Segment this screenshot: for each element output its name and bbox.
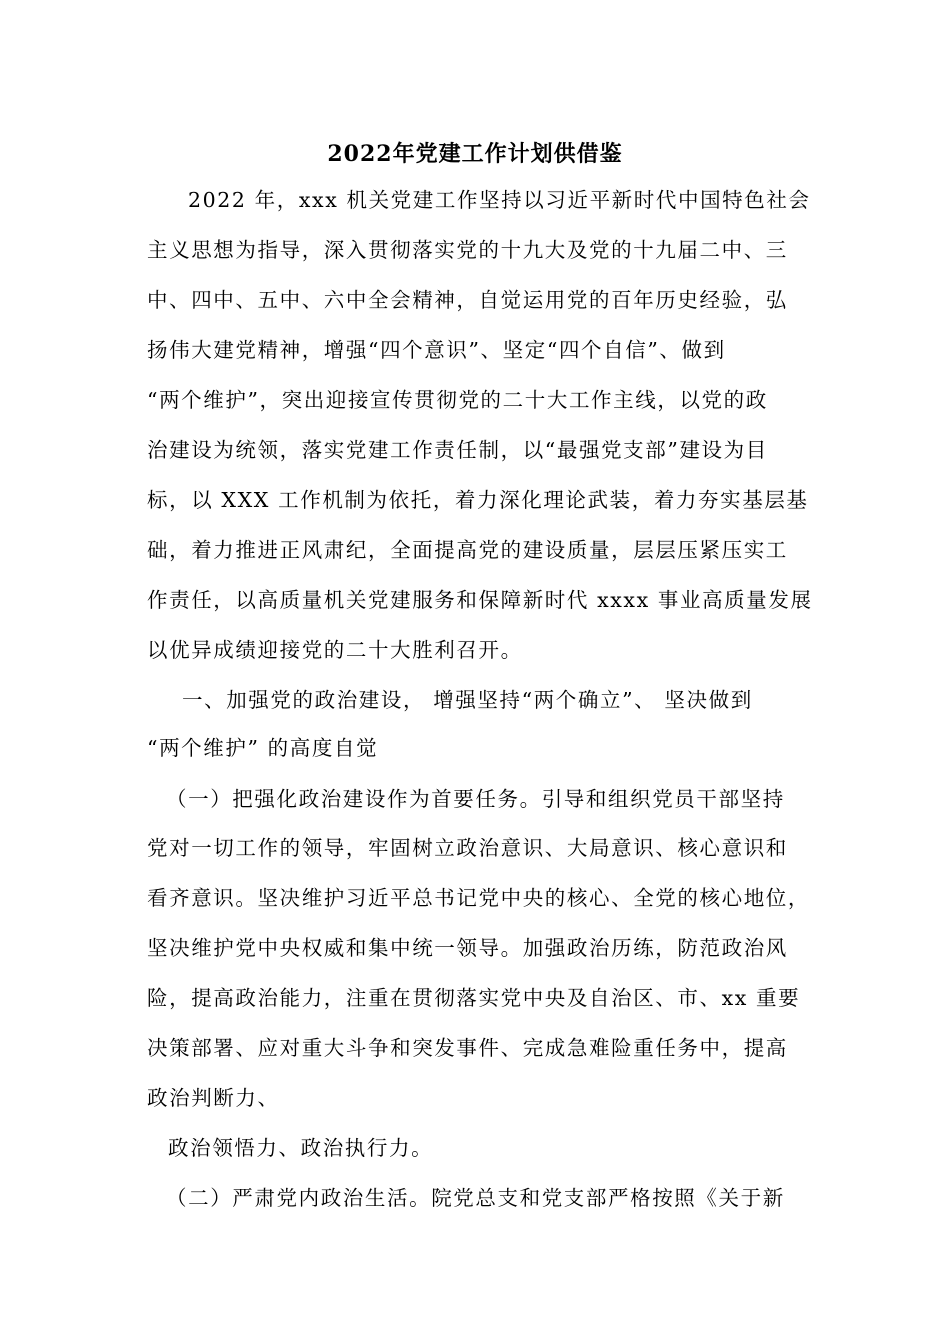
paragraph-line: 政治判断力、 <box>147 1086 280 1110</box>
paragraph-line: 治建设为统领，落实党建工作责任制，以“最强党支部”建设为目 <box>147 438 768 462</box>
paragraph-line: 扬伟大建党精神，增强“四个意识”、坚定“四个自信”、做到 <box>147 338 726 362</box>
section-heading-line: 一、加强党的政治建设， 增强坚持“两个确立”、 坚决做到 <box>182 688 753 712</box>
paragraph-line: 中、四中、五中、六中全会精神，自觉运用党的百年历史经验，弘 <box>147 288 788 312</box>
paragraph-line: 坚决维护党中央权威和集中统一领导。加强政治历练，防范政治风 <box>147 936 788 960</box>
section-heading-line: “两个维护” 的高度自觉 <box>147 736 379 760</box>
paragraph-line: 以优异成绩迎接党的二十大胜利召开。 <box>147 638 523 662</box>
paragraph-line: 决策部署、应对重大斗争和突发事件、完成急难险重任务中，提高 <box>147 1036 788 1060</box>
paragraph-line: 党对一切工作的领导，牢固树立政治意识、大局意识、核心意识和 <box>147 836 788 860</box>
document-title: 2022年党建工作计划供借鉴 <box>327 141 623 167</box>
paragraph-line: （一）把强化政治建设作为首要任务。引导和组织党员干部坚持 <box>166 787 785 811</box>
paragraph-line: 2022 年，xxx 机关党建工作坚持以习近平新时代中国特色社会 <box>188 188 811 212</box>
paragraph-line: “两个维护”，突出迎接宣传贯彻党的二十大工作主线，以党的政 <box>147 388 768 412</box>
paragraph-line: 作责任，以高质量机关党建服务和保障新时代 xxxx 事业高质量发展 <box>147 588 813 612</box>
paragraph-line: 主义思想为指导，深入贯彻落实党的十九大及党的十九届二中、三 <box>147 238 788 262</box>
paragraph-line: 政治领悟力、政治执行力。 <box>168 1136 434 1160</box>
paragraph-line: 础，着力推进正风肃纪，全面提高党的建设质量，层层压紧压实工 <box>147 538 788 562</box>
paragraph-line: 险，提高政治能力，注重在贯彻落实党中央及自治区、市、xx 重要 <box>147 986 801 1010</box>
paragraph-line: （二）严肃党内政治生活。院党总支和党支部严格按照《关于新 <box>166 1186 785 1210</box>
paragraph-line: 看齐意识。坚决维护习近平总书记党中央的核心、全党的核心地位， <box>147 886 810 910</box>
paragraph-line: 标，以 XXX 工作机制为依托，着力深化理论武装，着力夯实基层基 <box>147 488 809 512</box>
